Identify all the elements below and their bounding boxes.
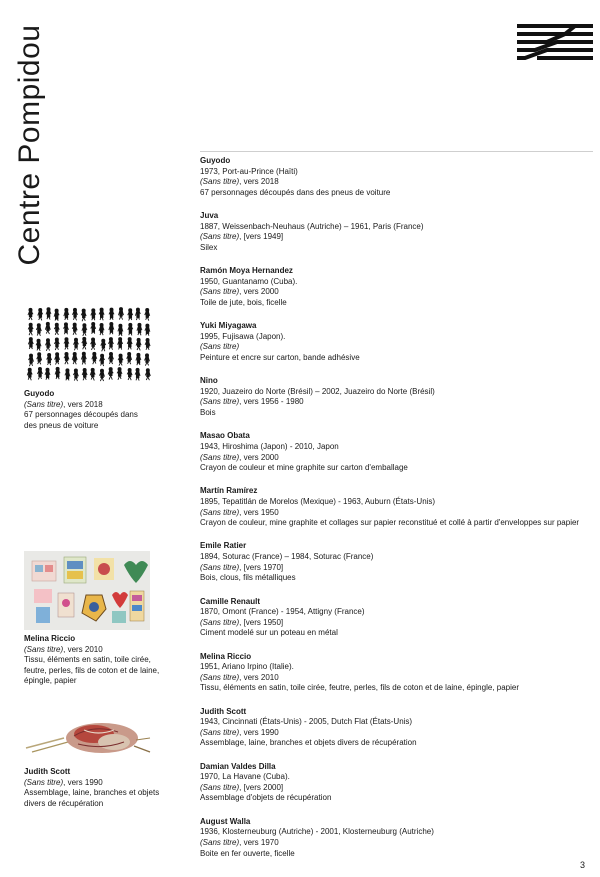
artist-name: Judith Scott [200,706,247,716]
artwork-entry [200,652,595,694]
artwork-title: (Sans titre) [200,507,240,517]
artwork-entry [200,541,595,583]
caption-date: , vers 1990 [63,777,103,787]
caption-name: Judith Scott [24,767,71,776]
artwork-entry [200,321,595,363]
artwork-title: (Sans titre) [200,727,240,737]
artist-bio: 1970, La Havane (Cuba). [200,772,290,782]
caption-title-line [24,645,164,656]
artist-name: Melina Riccio [200,651,252,661]
artist-name: Camille Renault [200,596,261,606]
caption-medium: 67 personnages découpés dans [24,410,138,420]
artwork-entry [200,762,595,804]
caption-title-line [24,778,164,789]
artist-bio: 1943, Hiroshima (Japon) - 2010, Japon [200,441,339,451]
artwork-list [200,156,595,872]
artist-bio: 1936, Klosterneuburg (Autriche) - 2001, Klosterneuburg (Autriche) [200,827,434,837]
caption-name: Melina Riccio [24,634,76,643]
artwork-medium: Assemblage d'objets de récupération [200,793,332,803]
artwork-date: , vers 1950 [239,507,279,517]
caption-date: , vers 2018 [63,399,103,409]
artist-bio: 1870, Omont (France) - 1954, Attigny (France) [200,607,365,617]
artwork-title: (Sans titre) [200,617,240,627]
artwork-title: (Sans titre) [200,342,240,352]
artwork-date: , [vers 2000] [239,782,284,792]
scott-artwork-thumbnail [24,716,152,758]
brand-title-wrap [10,20,50,270]
artwork-title: (Sans titre) [200,562,240,572]
artwork-date: , [vers 1949] [239,232,284,242]
artwork-title-line [200,618,595,629]
riccio-artwork-thumbnail [24,551,150,630]
artwork-title: (Sans titre) [200,672,240,682]
caption-medium: Assemblage, laine, branches et objets [24,788,160,798]
brand-title: Centre Pompidou [13,24,46,266]
artwork-medium: Ciment modelé sur un poteau en métal [200,628,338,638]
caption-name: Guyodo [24,389,55,398]
artwork-entry [200,486,595,528]
artwork-date: , vers 2000 [239,287,279,297]
artist-name: Ramón Moya Hernandez [200,266,293,276]
artwork-title: (Sans titre) [200,287,240,297]
artwork-entry [200,597,595,639]
artwork-title: (Sans titre) [200,837,240,847]
artwork-title-line [200,563,595,574]
artwork-title-line [200,287,595,298]
caption-title-line [24,400,164,411]
artist-bio: 1943, Cincinnati (États-Unis) - 2005, Dutch Flat (États-Unis) [200,717,413,727]
artwork-title: (Sans titre) [200,452,240,462]
artwork-date: , vers 2010 [239,672,279,682]
artwork-date: , vers 2018 [239,177,279,187]
caption-medium: feutre, perles, fils de coton et de laine, [24,665,160,675]
caption-title: (Sans titre) [24,777,64,787]
artist-name: Nino [200,376,218,386]
artwork-title-line [200,728,595,739]
riccio-caption [24,634,164,687]
header-rule [200,151,593,152]
caption-medium: épingle, papier [24,676,77,686]
artwork-medium: Assemblage, laine, branches et objets divers de récupération [200,738,417,748]
artwork-title-line [200,838,595,849]
artwork-title-line [200,232,595,243]
artist-bio: 1973, Port-au-Prince (Haïti) [200,166,298,176]
artwork-title: (Sans titre) [200,397,240,407]
artwork-title-line [200,177,595,188]
centre-pompidou-logo-icon [517,23,593,62]
artwork-title-line [200,453,595,464]
scott-caption [24,767,164,809]
artwork-medium: 67 personnages découpés dans des pneus de voiture [200,187,391,197]
artwork-entry [200,266,595,308]
artwork-title-line [200,673,595,684]
artist-name: Yuki Miyagawa [200,321,257,331]
artwork-medium: Bois, clous, fils métalliques [200,573,296,583]
artist-name: Juva [200,211,219,221]
artist-bio: 1951, Ariano Irpino (Italie). [200,662,294,672]
artwork-title-line [200,783,595,794]
artwork-title: (Sans titre) [200,782,240,792]
artwork-date: , [vers 1950] [239,617,284,627]
artwork-medium: Toile de jute, bois, ficelle [200,297,287,307]
artwork-title-line [200,508,595,519]
caption-title: (Sans titre) [24,399,64,409]
artwork-medium: Crayon de couleur, mine graphite et collages sur papier reconstitué et collé à partir d'enveloppes sur papier [200,518,580,528]
artwork-title: (Sans titre) [200,177,240,187]
artist-name: Martín Ramírez [200,486,258,496]
artwork-medium: Tissu, éléments en satin, toile cirée, feutre, perles, fils de coton et de laine, épingle, papier [200,683,519,693]
artist-name: Guyodo [200,156,231,165]
artist-bio: 1894, Soturac (France) – 1984, Soturac (France) [200,552,374,562]
artist-bio: 1950, Guantanamo (Cuba). [200,276,298,286]
artist-name: Emile Ratier [200,541,247,551]
artwork-title: (Sans titre) [200,232,240,242]
artwork-entry [200,376,595,418]
page-number: 3 [580,860,586,870]
artist-bio: 1887, Weissenbach-Neuhaus (Autriche) – 1961, Paris (France) [200,221,424,231]
artist-bio: 1995, Fujisawa (Japon). [200,331,286,341]
artwork-medium: Bois [200,408,216,418]
caption-medium: Tissu, éléments en satin, toile cirée, [24,655,151,665]
artwork-date: , vers 2000 [239,452,279,462]
artwork-entry [200,431,595,473]
guyodo-caption [24,389,164,431]
artwork-entry [200,156,595,198]
artwork-date: , vers 1956 - 1980 [239,397,304,407]
artwork-title-line [200,342,595,353]
artwork-date: , [vers 1970] [239,562,284,572]
artwork-date: , vers 1990 [239,727,279,737]
artist-name: Damian Valdes Dilla [200,761,276,771]
artwork-date: , vers 1970 [239,837,279,847]
artist-name: August Walla [200,816,251,826]
artwork-medium: Boite en fer ouverte, ficelle [200,848,295,858]
artwork-entry [200,211,595,253]
artist-name: Masao Obata [200,431,250,441]
caption-medium: des pneus de voiture [24,420,99,430]
artwork-entry [200,817,595,859]
artwork-title-line [200,397,595,408]
artwork-medium: Peinture et encre sur carton, bande adhésive [200,352,360,362]
artist-bio: 1920, Juazeiro do Norte (Brésil) – 2002, Juazeiro do Norte (Brésil) [200,386,435,396]
caption-date: , vers 2010 [63,644,103,654]
guyodo-artwork-thumbnail [24,305,152,383]
caption-title: (Sans titre) [24,644,64,654]
caption-medium: divers de récupération [24,798,104,808]
artist-bio: 1895, Tepatitlán de Morelos (Mexique) - 1963, Auburn (États-Unis) [200,496,436,506]
artwork-medium: Silex [200,242,218,252]
artwork-medium: Crayon de couleur et mine graphite sur carton d'emballage [200,463,408,473]
artwork-entry [200,707,595,749]
